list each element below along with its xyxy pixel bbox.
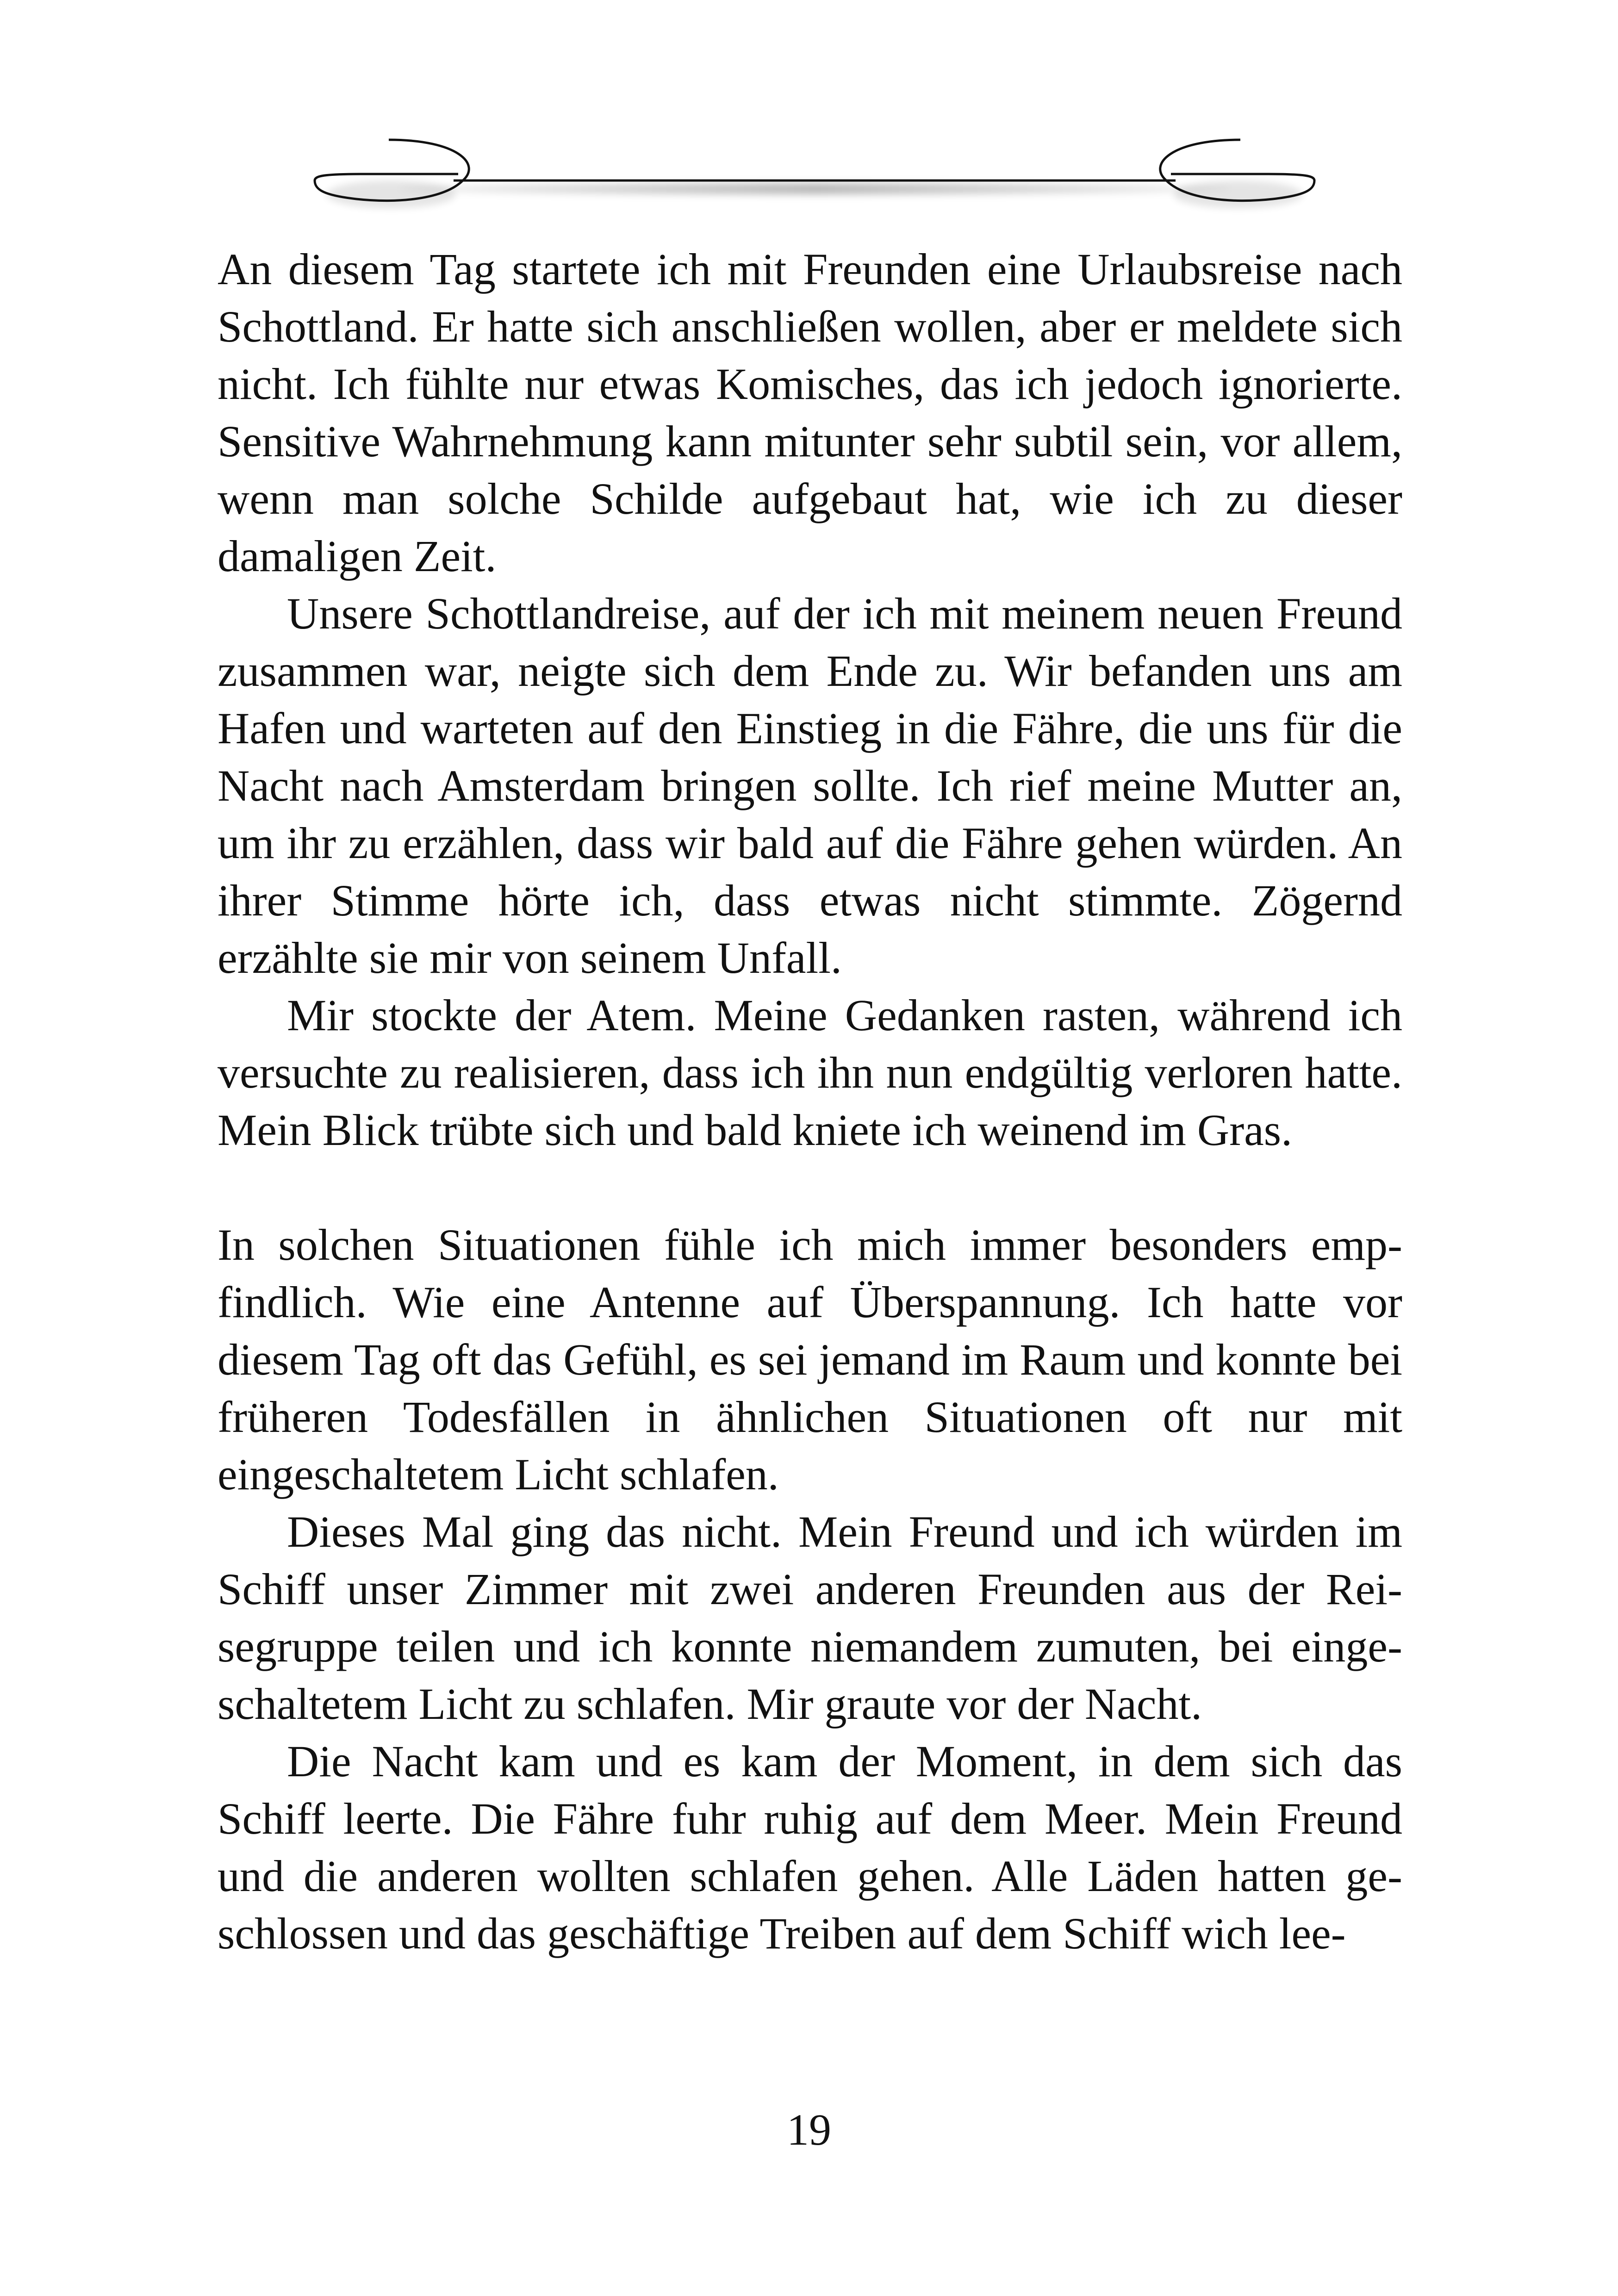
- paragraph-1: An diesem Tag startete ich mit Freunden eine Urlaubsreise nach Schottland. Er hatte sich anschließen wollen, aber er meldete sich nicht. Ich fühlte nur etwas Komisches, das ich jedoch ignorierte. Sensitive Wahrnehmung kann mitunter sehr subtil sein, vor allem, wenn man solche Schilde aufgebaut hat, wie ich zu dieser damaligen Zeit.: [218, 244, 1402, 581]
- paragraph-6: Die Nacht kam und es kam der Moment, in dem sich das Schiff leerte. Die Fähre fuhr ruhig auf dem Meer. Mein Freund und die anderen wollten schlafen gehen. Alle Läden hatten geschlossen und das geschäftige Treiben auf dem Schiff wich lee-: [218, 1736, 1402, 1958]
- paragraph-5: Dieses Mal ging das nicht. Mein Freund und ich würden im Schiff unser Zimmer mit zwei anderen Freunden aus der Reisegruppe teilen und ich konnte niemandem zumuten, bei eingeschaltetem Licht zu schlafen. Mir graute vor der Nacht.: [218, 1507, 1402, 1729]
- paragraph-3: Mir stockte der Atem. Meine Gedanken rasten, während ich versuchte zu realisieren, dass ich ihn nun endgültig verloren hatte. Mein Blick trübte sich und bald kniete ich weinend im Gras.: [218, 990, 1402, 1155]
- body-text: [218, 241, 1402, 1962]
- paragraph-2: Unsere Schottlandreise, auf der ich mit meinem neuen Freund zusammen war, neigte sich dem Ende zu. Wir befanden uns am Hafen und warteten auf den Einstieg in die Fähre, die uns für die Nacht nach Amsterdam bringen sollte. Ich rief meine Mutter an, um ihr zu erzählen, dass wir bald auf die Fähre gehen würden. An ihrer Stimme hörte ich, dass etwas nicht stimmte. Zögernd erzählte sie mir von seinem Unfall.: [218, 589, 1402, 983]
- paragraph-4: In solchen Situationen fühle ich mich immer besonders empfindlich. Wie eine Antenne auf Überspannung. Ich hatte vor diesem Tag oft das Gefühl, es sei jemand im Raum und konnte bei früheren Todesfällen in ähnlichen Situationen oft nur mit eingeschaltetem Licht schlafen.: [218, 1220, 1402, 1499]
- page-number: 19: [787, 2105, 831, 2154]
- decorative-ornament: [305, 125, 1324, 245]
